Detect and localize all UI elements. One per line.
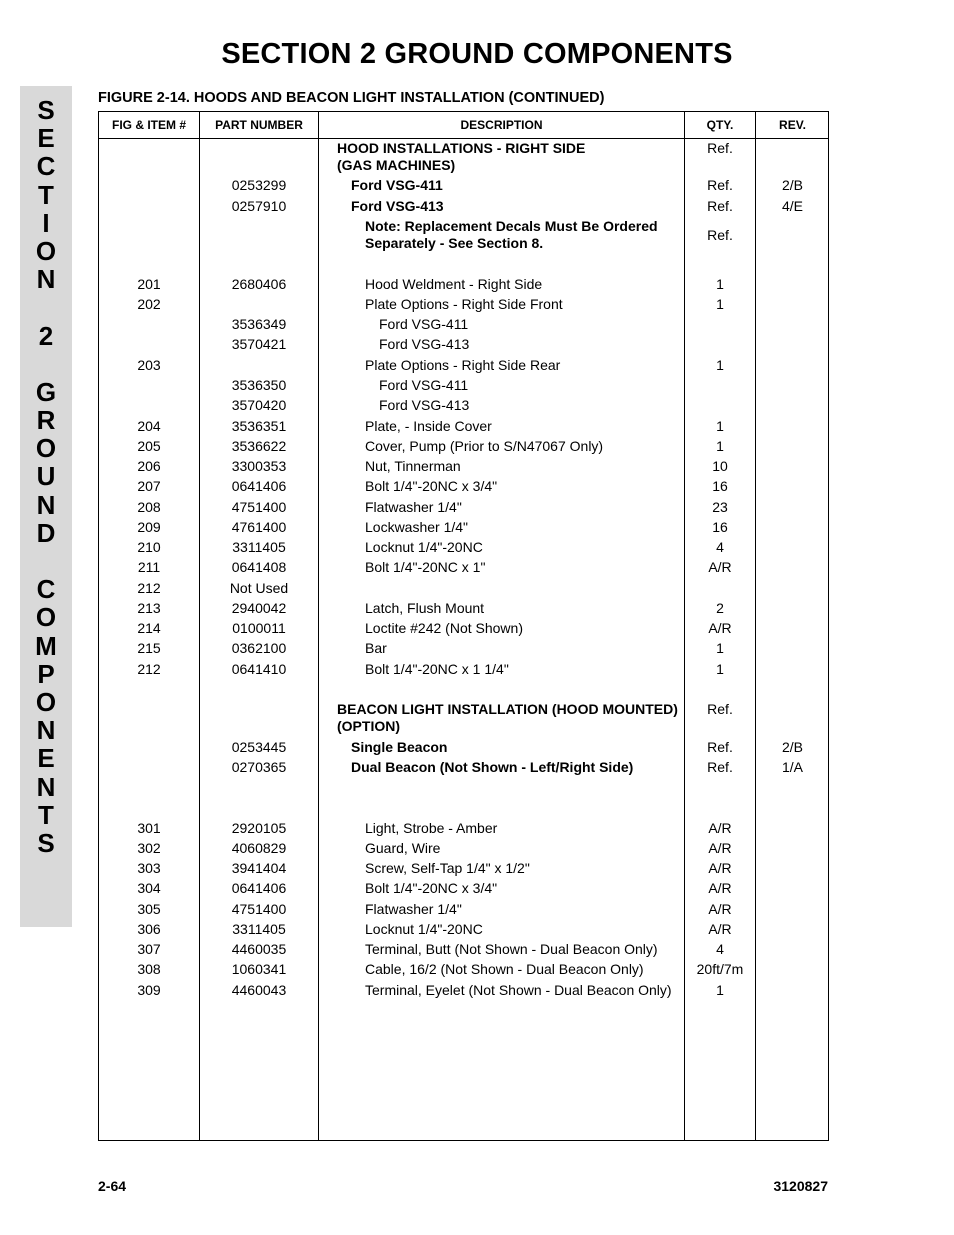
- part-number-cell: 3536349: [231, 316, 287, 332]
- column-header-fig-item: FIG & ITEM #: [111, 118, 186, 132]
- description-cell: [319, 357, 730, 374]
- part-number-cell: 3570421: [231, 336, 287, 352]
- qty-cell: A/R: [708, 620, 732, 636]
- description-line: Light, Strobe - Amber: [365, 820, 498, 836]
- qty-cell: 4: [716, 539, 724, 555]
- fig-item-cell: 212: [137, 580, 161, 596]
- rev-cell: 2/B: [781, 739, 803, 755]
- part-number-cell: 0362100: [231, 640, 287, 656]
- qty-cell: A/R: [708, 840, 732, 856]
- side-tab-letter: 2: [38, 320, 54, 351]
- qty-cell: A/R: [708, 901, 732, 917]
- description-line: Bolt 1/4"-20NC x 1 1/4": [365, 661, 509, 677]
- description-line: Nut, Tinnerman: [365, 458, 461, 474]
- description-line: Latch, Flush Mount: [365, 600, 485, 616]
- description-line: Single Beacon: [351, 739, 448, 755]
- side-tab-letter: N: [36, 489, 56, 520]
- side-tab-letter: O: [35, 602, 57, 633]
- part-number-cell: 4751400: [231, 901, 287, 917]
- description-line: Hood Weldment - Right Side: [365, 276, 543, 292]
- part-number-cell: 4060829: [231, 840, 287, 856]
- fig-item-cell: 209: [137, 519, 161, 535]
- side-tab-letter: E: [37, 743, 55, 774]
- side-tab-letter: N: [36, 715, 56, 746]
- description-cell: [319, 941, 730, 958]
- side-tab-letter: U: [36, 461, 56, 492]
- description-line: Ford VSG-413: [379, 336, 470, 352]
- side-tab-gap: [20, 350, 72, 378]
- description-cell: [319, 418, 730, 435]
- qty-cell: Ref.: [707, 227, 733, 243]
- description-cell: [319, 438, 730, 455]
- side-tab-letter: S: [37, 827, 55, 858]
- fig-item-cell: 214: [137, 620, 161, 636]
- description-line: (OPTION): [337, 718, 400, 734]
- qty-cell: Ref.: [707, 759, 733, 775]
- description-line: Loctite #242 (Not Shown): [365, 620, 523, 636]
- column-header-part-number: PART NUMBER: [215, 118, 303, 132]
- column-header-rev: REV.: [779, 118, 806, 132]
- section-side-tab: [20, 86, 72, 927]
- qty-cell: Ref.: [707, 198, 733, 214]
- qty-cell: 2: [716, 600, 724, 616]
- part-number-cell: 0253445: [231, 739, 287, 755]
- part-number-cell: 4460035: [231, 941, 287, 957]
- description-cell: [319, 860, 730, 877]
- description-line: Ford VSG-413: [351, 198, 444, 214]
- fig-item-cell: 307: [137, 941, 161, 957]
- description-line: Separately - See Section 8.: [365, 235, 544, 251]
- fig-item-cell: 201: [137, 276, 161, 292]
- fig-item-cell: 212: [137, 661, 161, 677]
- side-tab-letter: D: [36, 517, 56, 548]
- qty-cell: 1: [716, 438, 724, 454]
- qty-cell: 23: [712, 499, 728, 515]
- part-number-cell: 2920105: [231, 820, 287, 836]
- qty-cell: A/R: [708, 820, 732, 836]
- qty-cell: Ref.: [707, 739, 733, 755]
- description-line: Terminal, Eyelet (Not Shown - Dual Beacon Only): [365, 982, 672, 998]
- qty-cell: 10: [712, 458, 728, 474]
- qty-cell: 16: [712, 478, 728, 494]
- fig-item-cell: 210: [137, 539, 161, 555]
- description-line: (GAS MACHINES): [337, 157, 456, 173]
- rev-cell: 2/B: [781, 177, 803, 193]
- qty-cell: 1: [716, 982, 724, 998]
- fig-item-cell: 202: [137, 296, 161, 312]
- part-number-cell: 0641406: [231, 880, 287, 896]
- description-cell: [319, 640, 730, 657]
- description-cell: [319, 840, 730, 857]
- description-line: Guard, Wire: [365, 840, 441, 856]
- description-cell: [319, 539, 730, 556]
- description-line: Ford VSG-411: [379, 316, 469, 332]
- fig-item-cell: 305: [137, 901, 161, 917]
- description-cell: [319, 820, 730, 837]
- description-line: Plate Options - Right Side Front: [365, 296, 563, 312]
- fig-item-cell: 301: [137, 820, 161, 836]
- description-cell: [319, 218, 730, 252]
- qty-cell: 20ft/7m: [696, 961, 744, 977]
- fig-item-cell: 215: [137, 640, 161, 656]
- fig-item-cell: 309: [137, 982, 161, 998]
- qty-cell: Ref.: [707, 177, 733, 193]
- description-cell: [319, 620, 730, 637]
- description-cell: [319, 336, 744, 353]
- description-line: Bar: [365, 640, 387, 656]
- description-cell: [319, 316, 744, 333]
- description-cell: [319, 198, 716, 215]
- description-cell: [319, 701, 702, 735]
- part-number-cell: 0253299: [231, 177, 287, 193]
- part-number-cell: 4751400: [231, 499, 287, 515]
- fig-item-cell: 205: [137, 438, 161, 454]
- description-cell: [319, 499, 730, 516]
- part-number-cell: 3536622: [231, 438, 287, 454]
- page-number: 2-64: [98, 1178, 127, 1194]
- column-header-description: DESCRIPTION: [460, 118, 543, 132]
- side-tab-letter: T: [38, 799, 54, 830]
- column-header-qty: QTY.: [706, 118, 734, 132]
- qty-cell: Ref.: [707, 701, 733, 717]
- description-line: Ford VSG-411: [351, 177, 443, 193]
- description-line: Lockwasher 1/4": [365, 519, 469, 535]
- description-cell: [319, 961, 730, 978]
- part-number-cell: 3311405: [232, 539, 286, 555]
- description-cell: [319, 901, 730, 918]
- side-tab-letter: N: [36, 264, 56, 295]
- qty-cell: 1: [716, 640, 724, 656]
- side-tab-letter: T: [38, 179, 54, 210]
- part-number-cell: 3536350: [231, 377, 287, 393]
- description-line: Locknut 1/4"-20NC: [365, 921, 483, 937]
- side-tab-letter: G: [35, 376, 57, 407]
- side-tab-letter: M: [35, 630, 57, 661]
- qty-cell: 1: [716, 661, 724, 677]
- part-number-cell: 1060341: [231, 961, 287, 977]
- rev-cell: 4/E: [781, 198, 803, 214]
- side-tab-letter: P: [37, 658, 55, 689]
- part-number-cell: 0641410: [231, 661, 287, 677]
- description-cell: [319, 759, 716, 776]
- fig-item-cell: 306: [137, 921, 161, 937]
- part-number-cell: 3536351: [231, 418, 287, 434]
- fig-item-cell: 203: [137, 357, 161, 373]
- part-number-cell: 0257910: [231, 198, 287, 214]
- qty-cell: 1: [716, 357, 724, 373]
- description-line: Plate Options - Right Side Rear: [365, 357, 561, 373]
- part-number-cell: 3311405: [232, 921, 286, 937]
- part-number-cell: 0270365: [231, 759, 287, 775]
- side-tab-letter: O: [35, 433, 57, 464]
- part-number-cell: 3300353: [231, 458, 287, 474]
- fig-item-cell: 308: [137, 961, 161, 977]
- fig-item-cell: 303: [137, 860, 161, 876]
- fig-item-cell: 207: [137, 478, 161, 494]
- description-line: Locknut 1/4"-20NC: [365, 539, 483, 555]
- qty-cell: 1: [716, 276, 724, 292]
- description-line: Terminal, Butt (Not Shown - Dual Beacon Only): [365, 941, 658, 957]
- qty-cell: A/R: [708, 559, 732, 575]
- qty-cell: 1: [716, 296, 724, 312]
- description-cell: [319, 559, 730, 576]
- side-tab-letter: O: [35, 235, 57, 266]
- qty-cell: 4: [716, 941, 724, 957]
- side-tab-gap: [20, 547, 72, 575]
- qty-cell: A/R: [708, 880, 732, 896]
- qty-cell: Ref.: [707, 140, 733, 156]
- side-tab-letters: [20, 96, 72, 857]
- part-number-cell: 0641408: [231, 559, 287, 575]
- description-cell: [319, 519, 730, 536]
- side-tab-letter: O: [35, 686, 57, 717]
- description-line: Bolt 1/4"-20NC x 1": [365, 559, 486, 575]
- description-line: Screw, Self-Tap 1/4" x 1/2": [365, 860, 530, 876]
- description-cell: [319, 661, 730, 678]
- fig-item-cell: 206: [137, 458, 161, 474]
- document-number: 3120827: [773, 1178, 828, 1194]
- description-cell: [319, 397, 744, 414]
- description-line: Ford VSG-413: [379, 397, 470, 413]
- rev-cell: 1/A: [781, 759, 803, 775]
- description-cell: [319, 177, 716, 194]
- fig-item-cell: 211: [137, 559, 161, 575]
- section-title: SECTION 2 GROUND COMPONENTS: [221, 38, 733, 70]
- part-number-cell: 4761400: [231, 519, 287, 535]
- description-line: HOOD INSTALLATIONS - RIGHT SIDE: [337, 140, 586, 156]
- description-line: Plate, - Inside Cover: [365, 418, 492, 434]
- part-number-cell: 3570420: [231, 397, 287, 413]
- fig-item-cell: 302: [137, 840, 161, 856]
- description-cell: [319, 296, 730, 313]
- description-cell: [319, 478, 730, 495]
- part-number-cell: 0641406: [231, 478, 287, 494]
- qty-cell: A/R: [708, 860, 732, 876]
- description-cell: [319, 880, 730, 897]
- side-tab-letter: E: [37, 123, 55, 154]
- qty-cell: 16: [712, 519, 728, 535]
- column-divider: [755, 112, 756, 1140]
- description-line: Ford VSG-411: [379, 377, 469, 393]
- fig-item-cell: 304: [137, 880, 161, 896]
- description-line: Bolt 1/4"-20NC x 3/4": [365, 880, 498, 896]
- description-line: Cover, Pump (Prior to S/N47067 Only): [365, 438, 604, 454]
- description-line: Flatwasher 1/4": [365, 499, 462, 515]
- qty-cell: A/R: [708, 921, 732, 937]
- part-number-cell: 0100011: [232, 620, 286, 636]
- part-number-cell: Not Used: [229, 580, 289, 596]
- side-tab-letter: R: [36, 405, 56, 436]
- description-cell: [319, 377, 744, 394]
- fig-item-cell: 213: [137, 600, 161, 616]
- part-number-cell: 4460043: [231, 982, 287, 998]
- description-line: Note: Replacement Decals Must Be Ordered: [365, 218, 658, 234]
- side-tab-letter: C: [36, 151, 56, 182]
- description-cell: [319, 921, 730, 938]
- description-line: Dual Beacon (Not Shown - Left/Right Side): [351, 759, 634, 775]
- description-cell: [319, 458, 730, 475]
- part-number-cell: 2680406: [231, 276, 287, 292]
- part-number-cell: 3941404: [231, 860, 287, 876]
- side-tab-letter: S: [37, 95, 55, 125]
- description-line: Cable, 16/2 (Not Shown - Dual Beacon Only): [365, 961, 644, 977]
- side-tab-letter: N: [36, 771, 56, 802]
- fig-item-cell: 208: [137, 499, 161, 515]
- description-line: BEACON LIGHT INSTALLATION (HOOD MOUNTED): [337, 701, 678, 717]
- side-tab-letter: C: [36, 574, 56, 605]
- description-cell: [319, 982, 730, 999]
- description-line: Flatwasher 1/4": [365, 901, 462, 917]
- part-number-cell: 2940042: [231, 600, 287, 616]
- description-cell: [319, 276, 730, 293]
- figure-title: FIGURE 2-14. HOODS AND BEACON LIGHT INSTALLATION (CONTINUED): [98, 90, 605, 106]
- parts-table: [98, 111, 829, 1141]
- description-cell: [319, 600, 730, 617]
- qty-cell: 1: [716, 418, 724, 434]
- fig-item-cell: 204: [137, 418, 161, 434]
- side-tab-gap: [20, 293, 72, 321]
- description-cell: [319, 739, 716, 756]
- description-cell: [319, 140, 702, 174]
- header-divider: [99, 138, 828, 139]
- description-line: Bolt 1/4"-20NC x 3/4": [365, 478, 498, 494]
- side-tab-letter: I: [42, 207, 50, 238]
